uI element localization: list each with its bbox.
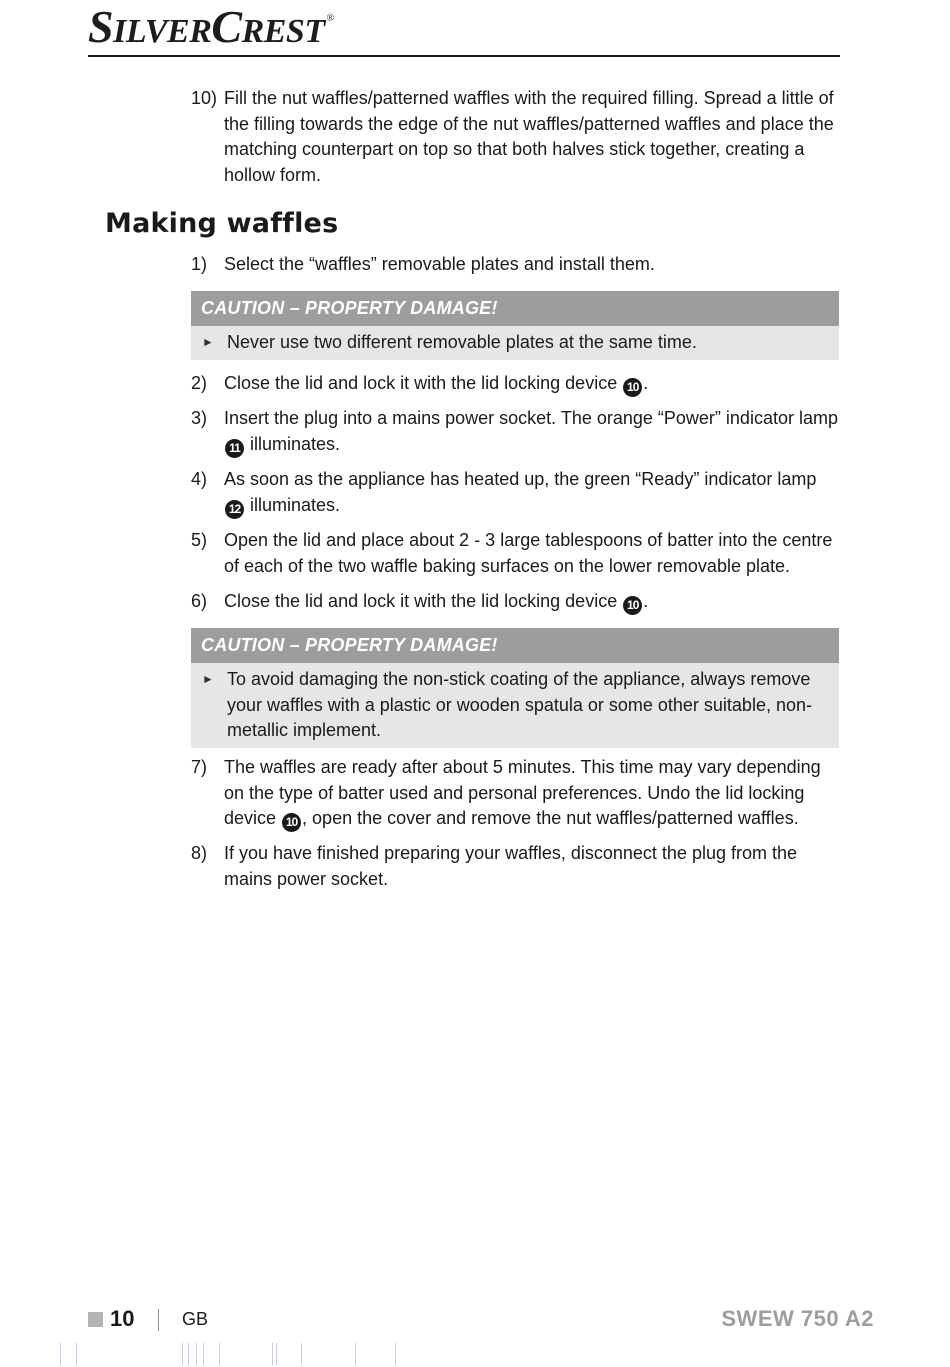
reference-number-badge: 10 [623,378,642,397]
model-number: SWEW 750 A2 [721,1306,874,1331]
arrow-bullet-icon: ► [202,335,214,349]
print-registration-marks [0,1343,950,1367]
language-code: GB [182,1309,209,1329]
step-8: 8) If you have finished preparing your waffles, disconnect the plug from the mains power socket. [191,843,798,889]
caution-body [191,663,839,748]
footer-square-marker [88,1312,103,1327]
page-number: 10 [110,1306,135,1331]
step-5: 5) Open the lid and place about 2 - 3 large tablespoons of batter into the centre of each of the two waffle baking surfaces on the lower removable plate. [191,530,833,576]
caution-body [191,326,839,360]
reference-number-badge: 10 [623,596,642,615]
arrow-bullet-icon: ► [202,672,214,686]
step-1: 1) Select the “waffles” removable plates and install them. [191,254,655,274]
caution-title: CAUTION – PROPERTY DAMAGE! [191,628,839,663]
header-rule [88,55,840,57]
step-7: 7) The waffles are ready after about 5 minutes. This time may vary depending on the type of batter used and personal preferences. Undo the lid locking device 10 , open the cover and remove the nut waffles/patterned waffles. [191,755,841,832]
reference-number-badge: 11 [225,439,244,458]
caution-box-2 [191,628,839,748]
reference-number-badge: 10 [282,813,301,832]
footer-divider [158,1309,159,1331]
caution-box-1 [191,291,839,360]
silvercrest-logo: SILVERCREST ® [88,1,334,52]
reference-number-badge: 12 [225,500,244,519]
caution-text: To avoid damaging the non-stick coating of the appliance, always remove your waffles with a plastic or wooden spatula or some other suitable, non-metallic implement. [227,669,812,740]
caution-title: CAUTION – PROPERTY DAMAGE! [191,291,839,326]
step-2: 2) Close the lid and lock it with the lid locking device 10 . [191,371,841,397]
caution-text: Never use two different removable plates at the same time. [227,332,697,352]
section-title: Making waffles [105,208,339,239]
intro-step-10: 10) Fill the nut waffles/patterned waffles with the required filling. Spread a little of the filling towards the edge of the nut waffles/patterned waffles and place the matching counterpart on top so that both halves stick together, creating a hollow form. [191,88,834,185]
step-6: 6) Close the lid and lock it with the lid locking device 10 . [191,589,841,615]
step-4: 4) As soon as the appliance has heated up, the green “Ready” indicator lamp 12 illuminates. [191,467,841,519]
step-3: 3) Insert the plug into a mains power socket. The orange “Power” indicator lamp 11 illuminates. [191,406,841,458]
